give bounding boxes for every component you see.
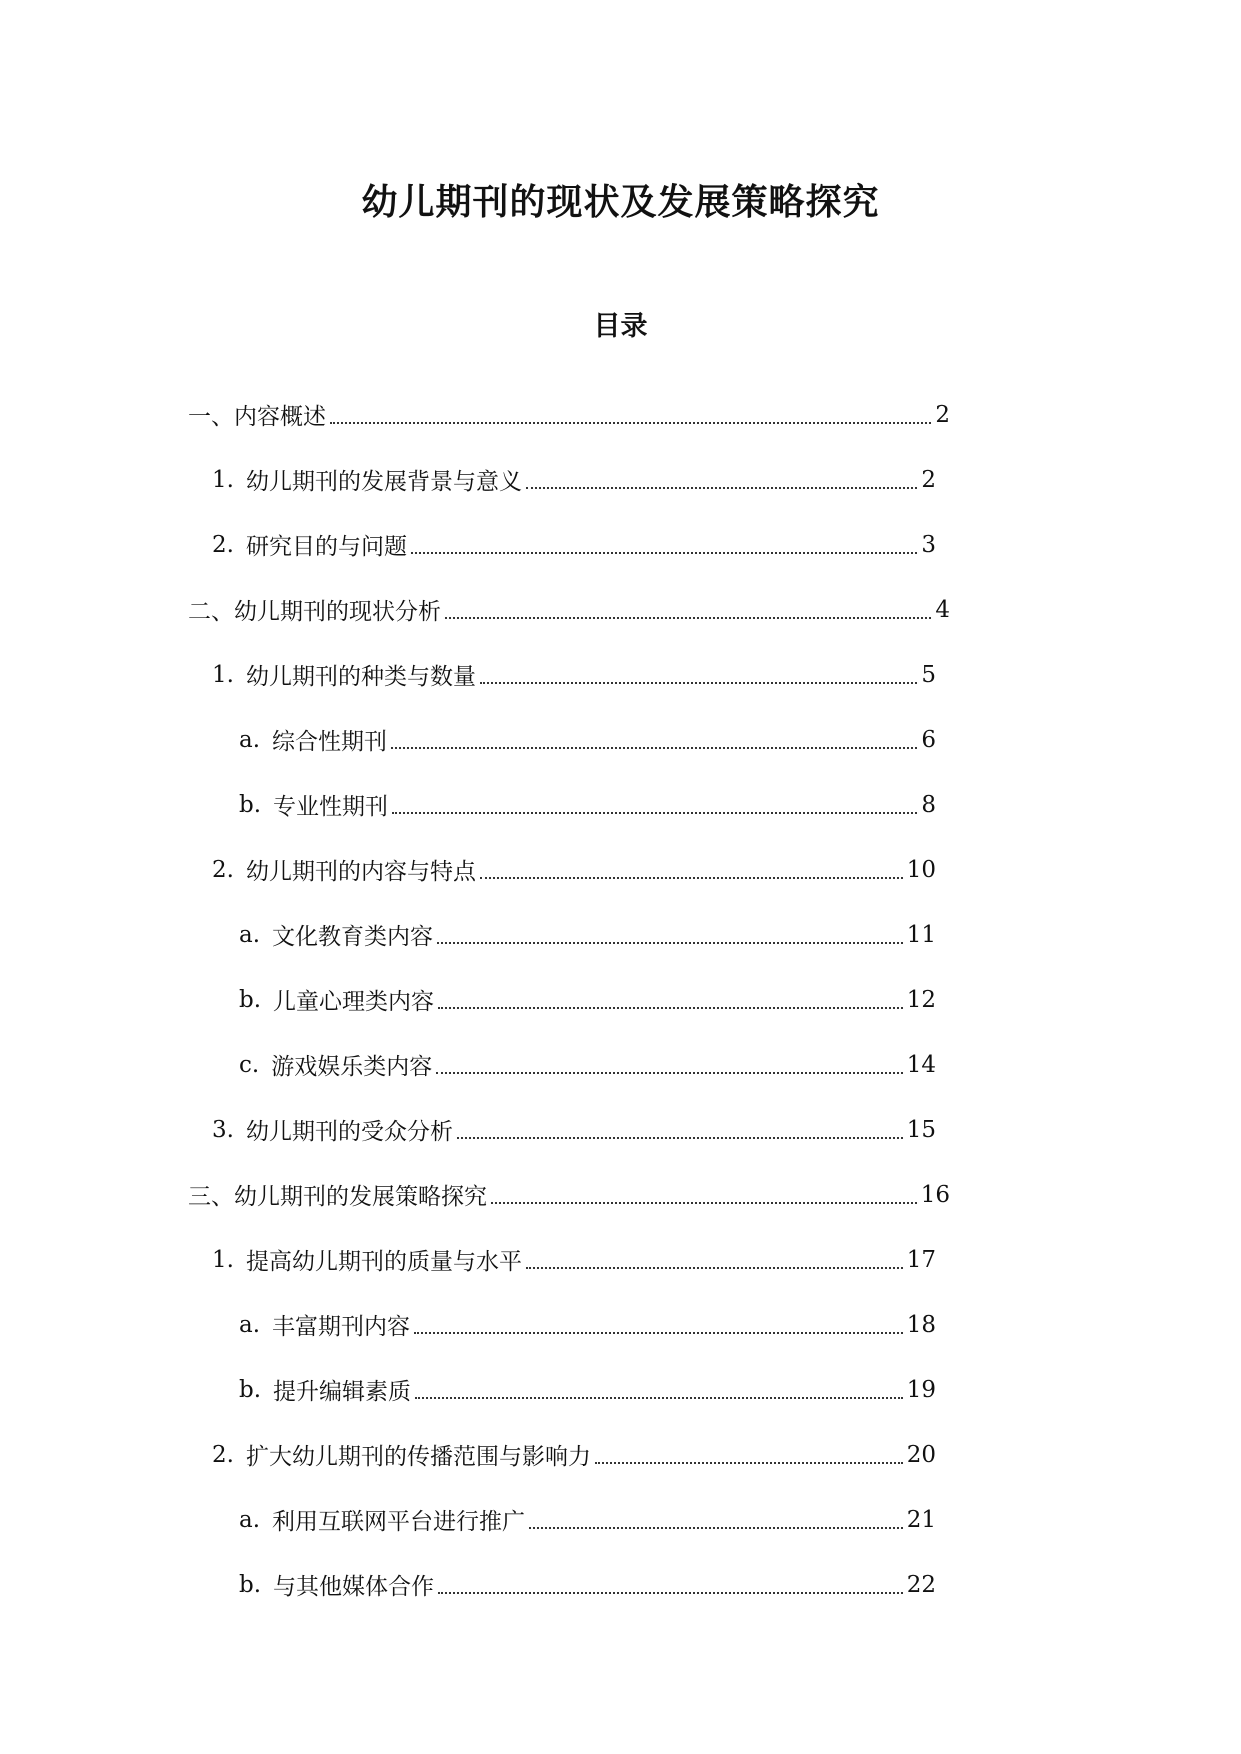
toc-entry-number: 1. (212, 1246, 234, 1273)
dot-leader (457, 1137, 903, 1139)
dot-leader (529, 1527, 903, 1529)
toc-entry-number: 2. (212, 1441, 234, 1468)
toc-entry-2-2-c[interactable] (188, 1032, 968, 1097)
toc-entry-text: 幼儿期刊的发展策略探究 (234, 1184, 487, 1210)
dot-leader (595, 1462, 903, 1464)
dot-leader (414, 1332, 903, 1334)
table-of-contents (188, 382, 968, 1617)
toc-entry-page: 19 (906, 1376, 936, 1403)
dot-leader (411, 552, 917, 554)
dot-leader (436, 1072, 903, 1074)
toc-entry-number: b. (239, 791, 262, 818)
dot-leader (330, 422, 931, 424)
toc-entry-number: 2. (212, 856, 234, 883)
toc-entry-page: 17 (906, 1246, 936, 1273)
toc-entry-page: 5 (921, 661, 936, 688)
toc-entry-2[interactable] (188, 577, 968, 642)
toc-entry-page: 18 (906, 1311, 936, 1338)
toc-entry-page: 14 (906, 1051, 936, 1078)
toc-entry-text: 专业性期刊 (273, 794, 389, 820)
toc-entry-page: 20 (906, 1441, 936, 1468)
toc-entry-2-1-a[interactable] (188, 707, 968, 772)
toc-entry-text: 利用互联网平台进行推广 (272, 1509, 526, 1535)
dot-leader (480, 877, 903, 879)
toc-entry-number: a. (239, 1506, 261, 1533)
dot-leader (526, 1267, 903, 1269)
dot-leader (480, 682, 917, 684)
toc-entry-number: c. (239, 1051, 260, 1078)
toc-entry-page: 11 (906, 921, 936, 948)
toc-entry-text: 与其他媒体合作 (273, 1574, 435, 1600)
toc-entry-1-2[interactable] (188, 512, 968, 577)
toc-entry-number: b. (239, 986, 262, 1013)
toc-entry-text: 综合性期刊 (272, 729, 388, 755)
toc-entry-2-2-a[interactable] (188, 902, 968, 967)
toc-entry-page: 8 (921, 791, 936, 818)
toc-entry-text: 幼儿期刊的种类与数量 (245, 664, 476, 690)
toc-entry-text: 研究目的与问题 (245, 534, 407, 560)
toc-entry-3-1[interactable] (188, 1227, 968, 1292)
toc-entry-text: 游戏娱乐类内容 (271, 1054, 433, 1080)
toc-entry-3-2-b[interactable] (188, 1552, 968, 1617)
toc-entry-page: 22 (906, 1571, 936, 1598)
toc-entry-text: 内容概述 (234, 404, 326, 430)
toc-entry-number: 3. (212, 1116, 234, 1143)
dot-leader (391, 747, 917, 749)
toc-entry-number: 三、 (188, 1184, 234, 1210)
toc-entry-text: 文化教育类内容 (272, 924, 434, 950)
toc-entry-text: 提升编辑素质 (273, 1379, 412, 1405)
dot-leader (526, 487, 917, 489)
toc-entry-number: 二、 (188, 599, 234, 625)
toc-entry-text: 幼儿期刊的受众分析 (245, 1119, 453, 1145)
toc-entry-number: 1. (212, 466, 234, 493)
dot-leader (445, 617, 931, 619)
toc-entry-number: a. (239, 726, 261, 753)
toc-entry-text: 儿童心理类内容 (273, 989, 435, 1015)
toc-entry-2-1[interactable] (188, 642, 968, 707)
toc-entry-number: a. (239, 1311, 261, 1338)
toc-entry-3-2-a[interactable] (188, 1487, 968, 1552)
toc-entry-number: 2. (212, 531, 234, 558)
document-title: 幼儿期刊的现状及发展策略探究 (361, 181, 880, 224)
toc-entry-3-1-a[interactable] (188, 1292, 968, 1357)
toc-entry-page: 15 (906, 1116, 936, 1143)
dot-leader (491, 1202, 917, 1204)
toc-entry-page: 6 (921, 726, 936, 753)
toc-entry-page: 16 (920, 1181, 950, 1208)
toc-entry-2-3[interactable] (188, 1097, 968, 1162)
dot-leader (392, 812, 917, 814)
toc-entry-2-2-b[interactable] (188, 967, 968, 1032)
toc-entry-page: 4 (935, 596, 950, 623)
toc-entry-text: 幼儿期刊的内容与特点 (245, 859, 476, 885)
toc-entry-page: 12 (906, 986, 936, 1013)
toc-entry-page: 2 (921, 466, 936, 493)
toc-entry-3-2[interactable] (188, 1422, 968, 1487)
toc-entry-3[interactable] (188, 1162, 968, 1227)
toc-entry-text: 丰富期刊内容 (272, 1314, 411, 1340)
toc-heading: 目录 (593, 311, 648, 343)
dot-leader (438, 1007, 903, 1009)
toc-entry-page: 2 (935, 401, 950, 428)
toc-entry-3-1-b[interactable] (188, 1357, 968, 1422)
toc-entry-text: 提高幼儿期刊的质量与水平 (245, 1249, 522, 1275)
dot-leader (437, 942, 903, 944)
toc-entry-number: 1. (212, 661, 234, 688)
toc-entry-text: 幼儿期刊的发展背景与意义 (245, 469, 522, 495)
toc-entry-text: 幼儿期刊的现状分析 (234, 599, 441, 625)
dot-leader (415, 1397, 903, 1399)
toc-entry-page: 10 (906, 856, 936, 883)
toc-entry-2-1-b[interactable] (188, 772, 968, 837)
toc-entry-number: 一、 (188, 404, 234, 430)
toc-entry-page: 3 (921, 531, 936, 558)
toc-entry-2-2[interactable] (188, 837, 968, 902)
toc-entry-number: b. (239, 1376, 262, 1403)
toc-entry-page: 21 (906, 1506, 936, 1533)
toc-entry-number: a. (239, 921, 261, 948)
dot-leader (438, 1592, 903, 1594)
toc-entry-1-1[interactable] (188, 447, 968, 512)
toc-entry-1[interactable] (188, 382, 968, 447)
toc-entry-text: 扩大幼儿期刊的传播范围与影响力 (245, 1444, 591, 1470)
toc-entry-number: b. (239, 1571, 262, 1598)
